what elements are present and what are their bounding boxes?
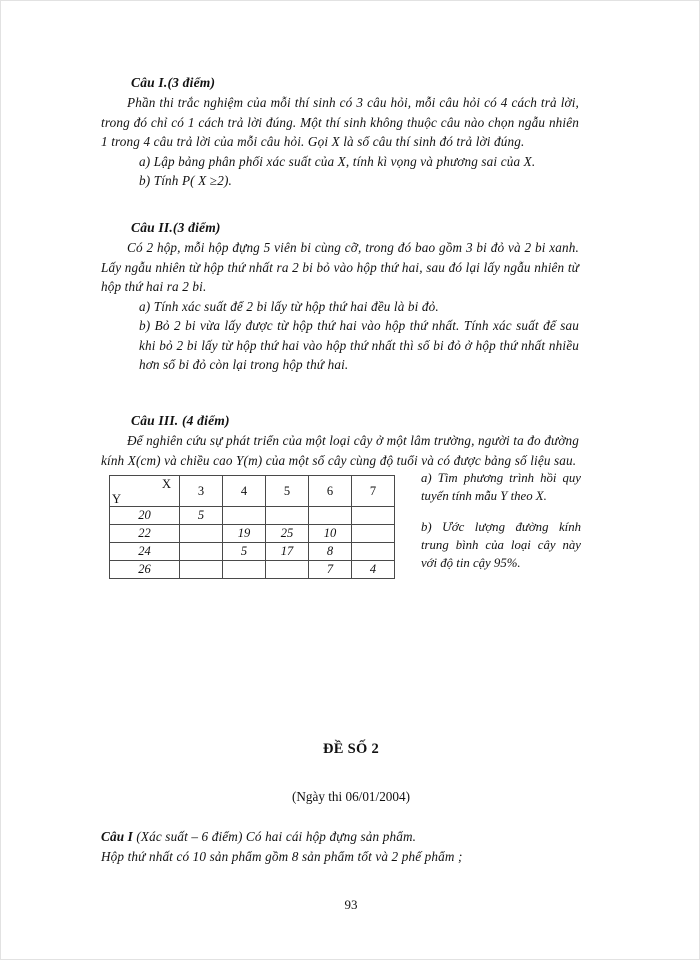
table-cell (266, 561, 309, 579)
table-cell: 8 (309, 543, 352, 561)
table-cell: 25 (266, 525, 309, 543)
table-row (110, 525, 395, 543)
section-body-cau-1: Phần thi trắc nghiệm của mỗi thí sinh có 3 câu hỏi, mỗi câu hỏi có 4 cách trả lời, trong đó chỉ có 1 cách trả lời đúng. Một thí sinh không thuộc câu nào chọn ngẫu nhiên 1 trong 4 câu trả lời của mỗi câu hỏi. Gọi X là số câu thí sinh đó trả lời đúng. (101, 95, 579, 149)
table-cell (223, 561, 266, 579)
table-col-header: 3 (180, 476, 223, 507)
table-cell: 19 (223, 525, 266, 543)
table-header-row (110, 476, 395, 507)
table-cell (309, 507, 352, 525)
table-cell: 5 (180, 507, 223, 525)
section-item-cau-1-b: b) Tính P( X ≥2). (139, 173, 232, 188)
side-note-b: b) Ước lượng đường kính trung bình của loại cây này với độ tin cậy 95%. (421, 520, 581, 570)
exam-title: ĐỀ SỐ 2 (322, 741, 380, 757)
page-number: 93 (344, 897, 358, 912)
section-heading-cau-2: Câu II.(3 điểm) (131, 220, 221, 235)
table-row-header: 24 (110, 543, 180, 561)
table-col-header: 4 (223, 476, 266, 507)
table-cell (180, 525, 223, 543)
section-body-cau-2: Có 2 hộp, mỗi hộp đựng 5 viên bi cùng cỡ, trong đó bao gồm 3 bi đỏ và 2 bi xanh. Lấy ngẫu nhiên từ hộp thứ nhất ra 2 bi bỏ vào hộp thứ hai, sau đó lại lấy ngẫu nhiên từ hộp thứ hai ra 2 bi. (101, 240, 579, 294)
section-heading-cau-1: Câu I.(3 điểm) (131, 75, 216, 90)
exam-date: (Ngày thi 06/01/2004) (292, 789, 410, 804)
table-row (110, 543, 395, 561)
table-col-header: 7 (352, 476, 395, 507)
table-cell (352, 543, 395, 561)
table-axis-label-y: Y (112, 492, 122, 506)
table-cell: 5 (223, 543, 266, 561)
table-cell (223, 507, 266, 525)
exam-question-line-2: Hộp thứ nhất có 10 sản phẩm gồm 8 sản phẩm tốt và 2 phế phẩm ; (101, 848, 463, 864)
section-body-cau-3: Để nghiên cứu sự phát triển của một loại cây ở một lâm trường, người ta đo đường kính X(cm) và chiều cao Y(m) của một số cây cùng độ tuổi và có được bảng số liệu sau. (101, 433, 579, 468)
section-heading-cau-3: Câu III. (4 điểm) (131, 413, 230, 428)
table-row (110, 561, 395, 579)
side-note-a: a) Tìm phương trình hồi quy tuyến tính mẫu Y theo X. (421, 471, 581, 503)
table-cell (266, 507, 309, 525)
section-cau-3 (101, 413, 579, 470)
table-row-header: 26 (110, 561, 180, 579)
table-cell: 17 (266, 543, 309, 561)
table-cell (352, 525, 395, 543)
table-cell: 10 (309, 525, 352, 543)
table-cell: 4 (352, 561, 395, 579)
table-cell: 7 (309, 561, 352, 579)
table-corner-cell (110, 476, 180, 507)
data-table (109, 475, 395, 579)
table-axis-label-x: X (161, 477, 171, 491)
exam-question-line-1: Câu I (Xác suất – 6 điểm) Có hai cái hộp đựng sản phẩm. (101, 829, 417, 844)
table-row-header: 20 (110, 507, 180, 525)
exam-question-block (101, 827, 579, 866)
table-cell (180, 561, 223, 579)
section-cau-1 (101, 75, 579, 191)
section-cau-3-side-notes (421, 469, 581, 572)
table-cell (180, 543, 223, 561)
section-item-cau-2-b: b) Bỏ 2 bi vừa lấy được từ hộp thứ hai vào hộp thứ nhất. Tính xác suất để sau khi bỏ 2 bi lấy từ hộp thứ hai vào hộp thứ nhất thì số bi đỏ ở hộp thứ nhất nhiều hơn số bi đỏ còn lại trong hộp thứ hai. (139, 318, 579, 372)
section-item-cau-2-a: a) Tính xác suất để 2 bi lấy từ hộp thứ hai đều là bi đỏ. (139, 298, 439, 314)
table-col-header: 5 (266, 476, 309, 507)
section-item-cau-1-a: a) Lập bảng phân phối xác suất của X, tính kì vọng và phương sai của X. (139, 153, 536, 169)
section-cau-2 (101, 220, 579, 375)
table-row (110, 507, 395, 525)
table-cell (352, 507, 395, 525)
table-col-header: 6 (309, 476, 352, 507)
table-row-header: 22 (110, 525, 180, 543)
